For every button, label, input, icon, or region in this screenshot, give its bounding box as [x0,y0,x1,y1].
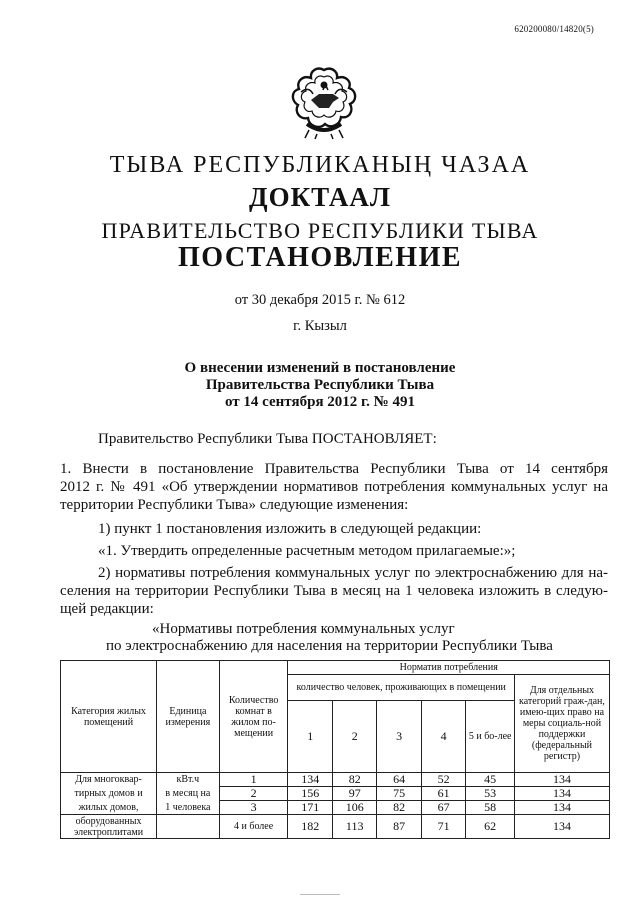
header-persons-2: 2 [332,701,376,773]
value-cell: 53 [466,787,515,801]
value-cell: 45 [466,773,515,787]
value-cell: 67 [421,801,465,815]
header-persons-1: 1 [288,701,332,773]
value-cell: 156 [288,787,332,801]
subitem2-line-b: селения на территории Республики Тыва в месяц на 1 человека изложить в следую- [60,583,608,599]
title-line-3: от 14 сентября 2012 г. № 491 [225,394,415,410]
value-cell: 82 [377,801,421,815]
unit-cell: 1 человека [157,801,220,815]
heading-doktaal: ДОКТААЛ [249,182,391,212]
decree-line: Правительство Республики Тыва ПОСТАНОВЛЯЕТ: [98,431,437,447]
subitem2-line-c: щей редакции: [60,601,154,617]
norms-table [60,660,610,839]
value-cell: 75 [377,787,421,801]
title-line-2: Правительства Республики Тыва [205,377,435,393]
table-row [61,787,610,801]
value-cell: 82 [332,773,376,787]
heading-government: ПРАВИТЕЛЬСТВО РЕСПУБЛИКИ ТЫВА [101,218,539,243]
rooms-cell: 4 и более [219,815,288,839]
value-cell: 64 [377,773,421,787]
table-row [61,801,610,815]
heading-resolution: ПОСТАНОВЛЕНИЕ [177,242,463,273]
value-cell: 113 [332,815,376,839]
header-unit: Единица измерения [157,661,220,773]
table-title-line-2: по электроснабжению для населения на территории Республики Тыва [106,638,553,654]
header-rooms: Количество комнат в жилом по-мещении [219,661,288,773]
subitem2-line-a: 2) нормативы потребления коммунальных услуг по электроснабжению для на- [98,565,608,581]
category-cell: оборудованных электроплитами [61,815,157,839]
header-persons-5plus: 5 и бо-лее [466,701,515,773]
value-cell: 106 [332,801,376,815]
table-row [61,773,610,787]
document-date: от 30 декабря 2015 г. № 612 [234,292,406,308]
value-cell: 71 [421,815,465,839]
category-cell: Для многоквар- [61,773,157,787]
tuva-coat-of-arms-icon [289,64,359,140]
page-footer-mark [300,894,340,895]
value-cell: 134 [288,773,332,787]
value-cell: 87 [377,815,421,839]
document-number: 620200080/14820(5) [514,24,594,34]
header-persons: количество человек, проживающих в помещении [288,675,514,701]
rooms-cell: 1 [219,773,288,787]
value-cell: 52 [421,773,465,787]
table-row [61,815,610,839]
value-cell: 171 [288,801,332,815]
value-cell: 61 [421,787,465,801]
subitem1: 1) пункт 1 постановления изложить в следующей редакции: [98,521,482,537]
header-norm: Норматив потребления [288,661,610,675]
value-cell: 134 [514,787,609,801]
header-persons-3: 3 [377,701,421,773]
item1-line-c: территории Республики Тыва» следующие изменения: [60,497,409,513]
value-cell: 62 [466,815,515,839]
document-city: г. Кызыл [293,318,347,334]
category-cell: жилых домов, [61,801,157,815]
table-title-line-1: «Нормативы потребления коммунальных услуг [152,621,455,637]
rooms-cell: 2 [219,787,288,801]
rooms-cell: 3 [219,801,288,815]
item1-line-a: 1. Внести в постановление Правительства Республики Тыва от 14 сентября [60,461,608,477]
header-persons-4: 4 [421,701,465,773]
unit-cell [157,815,220,839]
item1-line-b: 2012 г. № 491 «Об утверждении нормативов потребления коммунальных услуг на [60,479,608,495]
value-cell: 182 [288,815,332,839]
value-cell: 58 [466,801,515,815]
header-category: Категория жилых помещений [61,661,157,773]
value-cell: 97 [332,787,376,801]
unit-cell: кВт.ч [157,773,220,787]
subitem1-quote: «1. Утвердить определенные расчетным методом прилагаемые:»; [98,543,516,559]
title-line-1: О внесении изменений в постановление [184,360,456,376]
value-cell: 134 [514,801,609,815]
value-cell: 134 [514,773,609,787]
value-cell: 134 [514,815,609,839]
unit-cell: в месяц на [157,787,220,801]
heading-tuvan-government: ТЫВА РЕСПУБЛИКАНЫҢ ЧАЗАА [109,152,531,178]
header-special-categories: Для отдельных категорий граж-дан, имею-щих право на меры социаль-ной поддержки (федеральный регистр) [514,675,609,773]
category-cell: тирных домов и [61,787,157,801]
